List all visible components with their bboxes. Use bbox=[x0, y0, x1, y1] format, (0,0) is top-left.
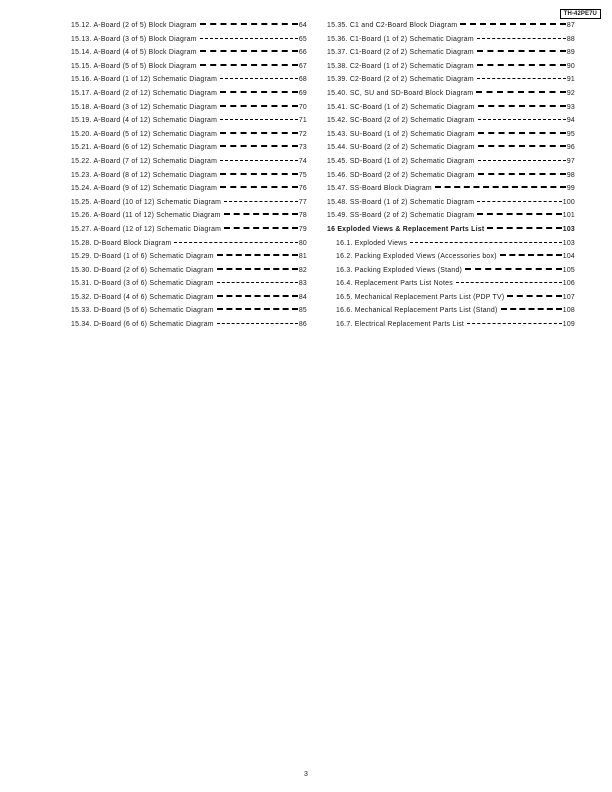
toc-entry[interactable] bbox=[327, 277, 575, 291]
toc-entry-page-number: 76 bbox=[298, 185, 307, 193]
toc-entry-label: 15.49. SS-Board (2 of 2) Schematic Diagram bbox=[327, 212, 475, 220]
toc-entry[interactable] bbox=[71, 60, 307, 74]
toc-entry-label: 15.44. SU-Board (2 of 2) Schematic Diagram bbox=[327, 144, 475, 152]
toc-entry-page-number: 108 bbox=[562, 307, 575, 315]
toc-entry-page-number: 79 bbox=[298, 225, 307, 233]
toc-entry-page-number: 93 bbox=[566, 103, 575, 111]
toc-entry-label: 15.30. D-Board (2 of 6) Schematic Diagram bbox=[71, 266, 214, 274]
toc-entry[interactable] bbox=[327, 87, 575, 101]
toc-entry-page-number: 109 bbox=[562, 321, 575, 329]
toc-entry-label: 15.40. SC, SU and SD-Board Block Diagram bbox=[327, 89, 474, 97]
toc-entry[interactable] bbox=[71, 209, 307, 223]
toc-entry[interactable] bbox=[327, 196, 575, 210]
toc-column-left bbox=[71, 19, 307, 332]
toc-entry-page-number: 96 bbox=[566, 144, 575, 152]
toc-entry-page-number: 80 bbox=[298, 239, 307, 247]
toc-entry-label: 16.3. Packing Exploded Views (Stand) bbox=[336, 266, 463, 274]
toc-entry[interactable] bbox=[327, 46, 575, 60]
toc-entry[interactable] bbox=[71, 114, 307, 128]
toc-entry-page-number: 104 bbox=[562, 253, 575, 261]
dot-leader bbox=[217, 295, 298, 297]
toc-entry-page-number: 86 bbox=[298, 321, 307, 329]
toc-entry-label: 15.38. C2-Board (1 of 2) Schematic Diagram bbox=[327, 62, 474, 70]
toc-entry[interactable] bbox=[71, 237, 307, 251]
toc-entry[interactable] bbox=[327, 169, 575, 183]
dot-leader bbox=[478, 132, 566, 134]
toc-entry-page-number: 73 bbox=[298, 144, 307, 152]
toc-entry-label: 15.17. A-Board (2 of 12) Schematic Diagram bbox=[71, 89, 218, 97]
toc-entry[interactable] bbox=[327, 318, 575, 332]
dot-leader bbox=[217, 308, 298, 310]
toc-entry-label: 15.35. C1 and C2-Board Block Diagram bbox=[327, 22, 458, 29]
dot-leader bbox=[224, 227, 298, 229]
toc-entry[interactable] bbox=[327, 291, 575, 305]
toc-entry-label: 15.25. A-Board (10 of 12) Schematic Diagram bbox=[71, 198, 222, 206]
dot-leader bbox=[465, 268, 562, 270]
dot-leader bbox=[200, 23, 298, 25]
toc-entry-page-number: 75 bbox=[298, 171, 307, 179]
toc-entry-page-number: 100 bbox=[562, 198, 575, 206]
toc-entry-label: 15.16. A-Board (1 of 12) Schematic Diagram bbox=[71, 76, 218, 84]
toc-entry-label: 15.39. C2-Board (2 of 2) Schematic Diagram bbox=[327, 76, 474, 84]
dot-leader bbox=[217, 254, 298, 256]
toc-entry[interactable] bbox=[71, 155, 307, 169]
dot-leader bbox=[224, 213, 298, 215]
dot-leader bbox=[501, 308, 562, 310]
toc-entry[interactable] bbox=[327, 304, 575, 318]
toc-entry[interactable] bbox=[327, 60, 575, 74]
dot-leader bbox=[220, 145, 298, 147]
toc-entry[interactable] bbox=[327, 237, 575, 251]
toc-entry[interactable] bbox=[327, 101, 575, 115]
toc-entry[interactable] bbox=[71, 304, 307, 318]
toc-entry-page-number: 89 bbox=[566, 49, 575, 57]
toc-entry[interactable] bbox=[327, 209, 575, 223]
toc-entry-label: 15.37. C1-Board (2 of 2) Schematic Diagram bbox=[327, 49, 474, 57]
toc-entry-page-number: 81 bbox=[298, 253, 307, 261]
dot-leader bbox=[487, 227, 561, 229]
toc-entry[interactable] bbox=[71, 46, 307, 60]
toc-entry-page-number: 103 bbox=[562, 239, 575, 247]
toc-entry-label: 16.1. Exploded Views bbox=[336, 239, 408, 247]
toc-entry[interactable] bbox=[71, 250, 307, 264]
toc-entry-label: 15.22. A-Board (7 of 12) Schematic Diagram bbox=[71, 157, 218, 165]
toc-entry-label: 15.42. SC-Board (2 of 2) Schematic Diagram bbox=[327, 117, 475, 125]
dot-leader bbox=[456, 282, 562, 283]
toc-entry[interactable] bbox=[71, 223, 307, 237]
dot-leader bbox=[477, 78, 566, 79]
toc-entry-page-number: 65 bbox=[298, 35, 307, 43]
dot-leader bbox=[224, 201, 298, 202]
dot-leader bbox=[220, 91, 298, 93]
dot-leader bbox=[220, 78, 298, 79]
toc-entry[interactable] bbox=[327, 264, 575, 278]
toc-entry[interactable] bbox=[71, 264, 307, 278]
dot-leader bbox=[217, 323, 298, 324]
toc-entry-label: 15.28. D-Board Block Diagram bbox=[71, 239, 172, 247]
dot-leader bbox=[410, 242, 562, 243]
toc-entry-label: 15.12. A-Board (2 of 5) Block Diagram bbox=[71, 22, 197, 29]
dot-leader bbox=[478, 160, 566, 161]
toc-entry-page-number: 78 bbox=[298, 212, 307, 220]
dot-leader bbox=[478, 173, 566, 175]
toc-entry-label: 15.34. D-Board (6 of 6) Schematic Diagram bbox=[71, 321, 214, 329]
toc-entry-page-number: 69 bbox=[298, 89, 307, 97]
toc-entry-label: 15.15. A-Board (5 of 5) Block Diagram bbox=[71, 62, 197, 70]
model-number-label: TH-42PE7U bbox=[560, 9, 601, 19]
toc-entry-label: 15.32. D-Board (4 of 6) Schematic Diagram bbox=[71, 293, 214, 301]
toc-entry-page-number: 88 bbox=[566, 35, 575, 43]
toc-entry-page-number: 83 bbox=[298, 280, 307, 288]
toc-entry-label: 15.31. D-Board (3 of 6) Schematic Diagram bbox=[71, 280, 214, 288]
dot-leader bbox=[220, 119, 298, 120]
toc-entry[interactable] bbox=[327, 33, 575, 47]
toc-entry-page-number: 72 bbox=[298, 130, 307, 138]
dot-leader bbox=[478, 105, 566, 107]
dot-leader bbox=[220, 173, 298, 175]
toc-entry[interactable] bbox=[71, 33, 307, 47]
dot-leader bbox=[500, 254, 562, 256]
toc-entry-label: 15.45. SD-Board (1 of 2) Schematic Diagram bbox=[327, 157, 475, 165]
toc-entry-label: 15.33. D-Board (5 of 6) Schematic Diagram bbox=[71, 307, 214, 315]
toc-entry-label: 15.21. A-Board (6 of 12) Schematic Diagram bbox=[71, 144, 218, 152]
toc-entry-page-number: 103 bbox=[562, 225, 575, 233]
toc-entry-page-number: 101 bbox=[562, 212, 575, 220]
toc-entry-page-number: 106 bbox=[562, 280, 575, 288]
toc-entry-label: 15.18. A-Board (3 of 12) Schematic Diagram bbox=[71, 103, 218, 111]
dot-leader bbox=[478, 145, 566, 147]
toc-entry-page-number: 105 bbox=[562, 266, 575, 274]
dot-leader bbox=[478, 119, 566, 120]
dot-leader bbox=[477, 201, 562, 202]
toc-entry-label: 15.29. D-Board (1 of 6) Schematic Diagram bbox=[71, 253, 214, 261]
toc-entry[interactable] bbox=[71, 169, 307, 183]
toc-entry[interactable] bbox=[71, 141, 307, 155]
toc-entry-label: 16.7. Electrical Replacement Parts List bbox=[336, 321, 465, 329]
toc-entry-label: 15.47. SS-Board Block Diagram bbox=[327, 185, 432, 193]
toc-entry-label: 15.26. A-Board (11 of 12) Schematic Diagram bbox=[71, 212, 221, 220]
toc-entry[interactable] bbox=[71, 19, 307, 33]
dot-leader bbox=[217, 268, 298, 270]
toc-entry[interactable] bbox=[327, 114, 575, 128]
toc-entry-page-number: 85 bbox=[298, 307, 307, 315]
toc-column-right bbox=[327, 19, 575, 332]
toc-entry-label: 15.19. A-Board (4 of 12) Schematic Diagram bbox=[71, 117, 218, 125]
toc-entry-page-number: 95 bbox=[566, 130, 575, 138]
toc-entry-label: 15.14. A-Board (4 of 5) Block Diagram bbox=[71, 49, 197, 57]
toc-entry-label: 15.23. A-Board (8 of 12) Schematic Diagram bbox=[71, 171, 218, 179]
toc-entry[interactable] bbox=[71, 291, 307, 305]
dot-leader bbox=[460, 23, 565, 25]
toc-entry[interactable] bbox=[327, 73, 575, 87]
toc-entry-label: 16.4. Replacement Parts List Notes bbox=[336, 280, 453, 288]
toc-entry[interactable] bbox=[71, 318, 307, 332]
toc-entry-page-number: 64 bbox=[298, 22, 307, 29]
dot-leader bbox=[220, 186, 298, 188]
toc-entry-label: 15.13. A-Board (3 of 5) Block Diagram bbox=[71, 35, 197, 43]
toc-entry-label: 16 Exploded Views & Replacement Parts List bbox=[327, 225, 485, 233]
toc-entry[interactable] bbox=[327, 250, 575, 264]
dot-leader bbox=[477, 38, 566, 39]
dot-leader bbox=[507, 295, 561, 297]
toc-entry-page-number: 107 bbox=[562, 293, 575, 301]
toc-entry-label: 15.27. A-Board (12 of 12) Schematic Diagram bbox=[71, 225, 222, 233]
toc-entry[interactable] bbox=[71, 87, 307, 101]
dot-leader bbox=[217, 282, 298, 283]
toc-entry-page-number: 82 bbox=[298, 266, 307, 274]
toc-entry[interactable] bbox=[327, 128, 575, 142]
toc-entry[interactable] bbox=[71, 73, 307, 87]
toc-entry-page-number: 98 bbox=[566, 171, 575, 179]
dot-leader bbox=[220, 160, 298, 161]
toc-entry[interactable] bbox=[327, 19, 575, 33]
dot-leader bbox=[477, 50, 566, 52]
toc-entry-page-number: 70 bbox=[298, 103, 307, 111]
toc-entry-page-number: 92 bbox=[566, 89, 575, 97]
toc-entry[interactable] bbox=[71, 128, 307, 142]
dot-leader bbox=[467, 323, 562, 324]
toc-entry-label: 15.20. A-Board (5 of 12) Schematic Diagram bbox=[71, 130, 218, 138]
toc-entry-label: 15.48. SS-Board (1 of 2) Schematic Diagram bbox=[327, 198, 475, 206]
toc-entry[interactable] bbox=[327, 182, 575, 196]
toc-entry-page-number: 77 bbox=[298, 198, 307, 206]
toc-entry-page-number: 87 bbox=[566, 22, 575, 29]
toc-entry[interactable] bbox=[327, 141, 575, 155]
toc-entry-label: 15.46. SD-Board (2 of 2) Schematic Diagram bbox=[327, 171, 475, 179]
toc-entry-page-number: 67 bbox=[298, 62, 307, 70]
toc-entry-page-number: 66 bbox=[298, 49, 307, 57]
dot-leader bbox=[174, 242, 297, 243]
toc-entry-page-number: 74 bbox=[298, 157, 307, 165]
dot-leader bbox=[476, 91, 565, 93]
toc-entry-page-number: 97 bbox=[566, 157, 575, 165]
toc-entry-label: 15.36. C1-Board (1 of 2) Schematic Diagram bbox=[327, 35, 474, 43]
toc-entry[interactable] bbox=[71, 196, 307, 210]
dot-leader bbox=[220, 132, 298, 134]
toc-entry-page-number: 91 bbox=[566, 76, 575, 84]
toc-entry-page-number: 68 bbox=[298, 76, 307, 84]
toc-entry-label: 16.5. Mechanical Replacement Parts List (PDP TV) bbox=[336, 293, 505, 301]
toc-entry-label: 15.41. SC-Board (1 of 2) Schematic Diagram bbox=[327, 103, 475, 111]
toc-entry-page-number: 71 bbox=[298, 117, 307, 125]
dot-leader bbox=[200, 64, 298, 66]
page-number: 3 bbox=[304, 771, 308, 778]
dot-leader bbox=[200, 38, 298, 39]
toc-entry[interactable] bbox=[71, 277, 307, 291]
toc-entry[interactable] bbox=[327, 223, 575, 237]
toc-entry-label: 15.24. A-Board (9 of 12) Schematic Diagram bbox=[71, 185, 218, 193]
toc-entry[interactable] bbox=[71, 182, 307, 196]
dot-leader bbox=[435, 186, 566, 188]
toc-entry-page-number: 94 bbox=[566, 117, 575, 125]
dot-leader bbox=[477, 64, 566, 66]
toc-entry-page-number: 99 bbox=[566, 185, 575, 193]
toc-entry-label: 16.2. Packing Exploded Views (Accessories box) bbox=[336, 253, 497, 261]
toc-entry-label: 15.43. SU-Board (1 of 2) Schematic Diagram bbox=[327, 130, 475, 138]
toc-entry-page-number: 90 bbox=[566, 62, 575, 70]
toc-entry[interactable] bbox=[327, 155, 575, 169]
toc-entry-label: 16.6. Mechanical Replacement Parts List (Stand) bbox=[336, 307, 498, 315]
dot-leader bbox=[220, 105, 298, 107]
toc-entry[interactable] bbox=[71, 101, 307, 115]
dot-leader bbox=[200, 50, 298, 52]
toc-entry-page-number: 84 bbox=[298, 293, 307, 301]
dot-leader bbox=[477, 213, 562, 215]
